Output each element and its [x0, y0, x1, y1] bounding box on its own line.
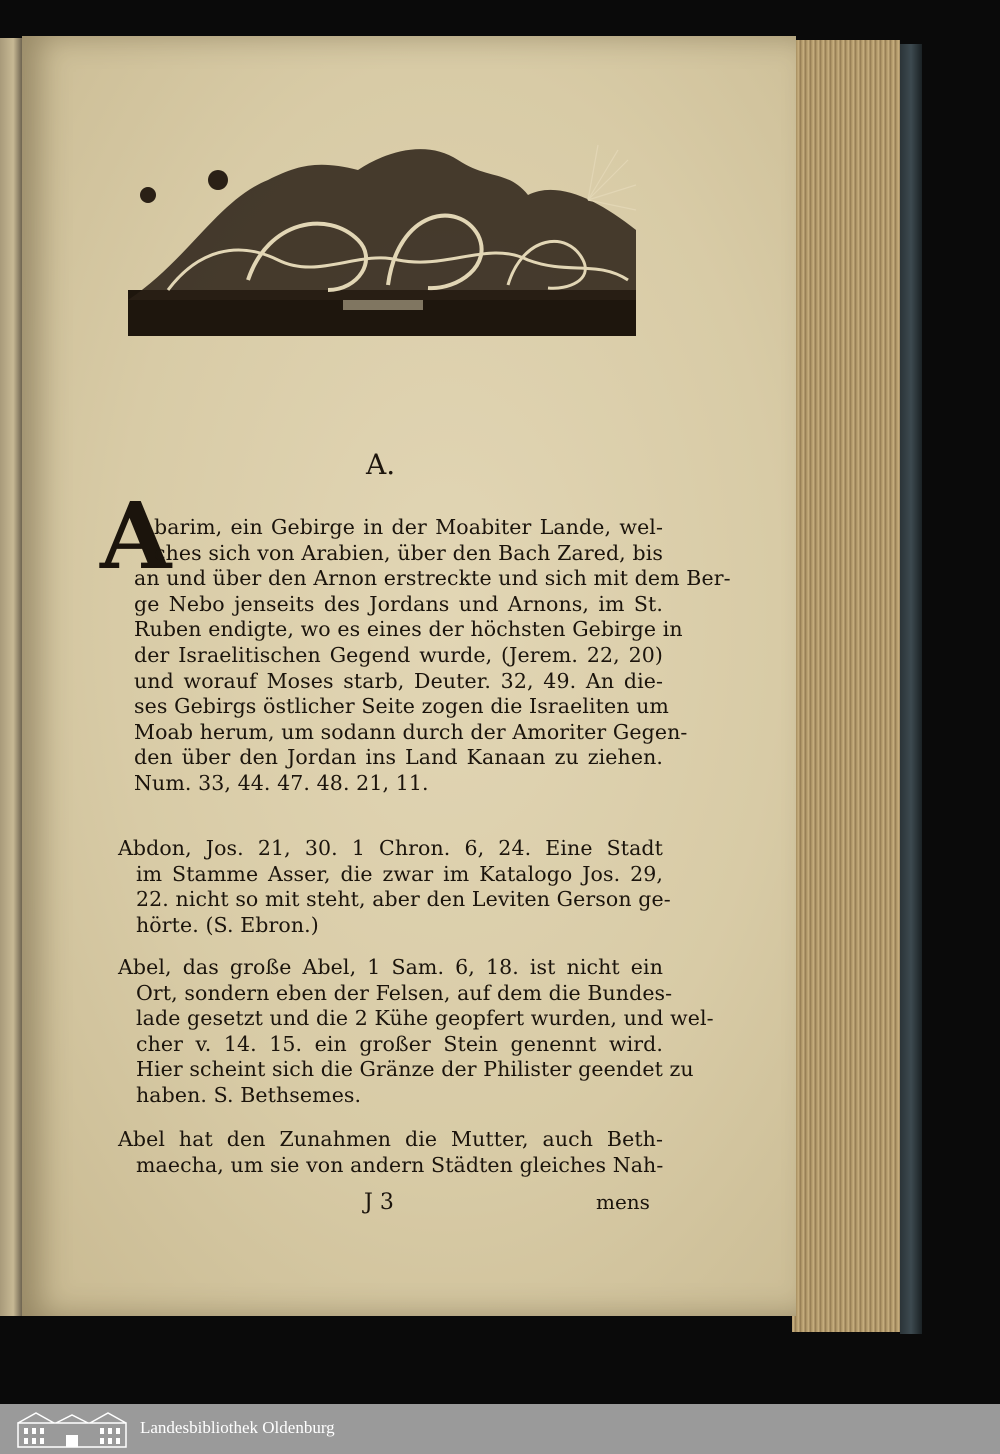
catchword: mens	[596, 1190, 650, 1214]
text-line: Abel hat den Zunahmen die Mutter, auch Beth-	[118, 1127, 663, 1151]
entry-abel-mutter	[118, 1127, 663, 1178]
text-line: Moab herum, um sodann durch der Amoriter Gegen-	[134, 719, 688, 744]
text-line: Abel, das große Abel, 1 Sam. 6, 18. ist nicht ein	[118, 955, 663, 979]
library-building-icon	[16, 1409, 128, 1449]
entry-abdon	[118, 836, 671, 938]
text-line: Ruben endigte, wo es eines der höchsten Gebirge in	[134, 617, 683, 642]
text-line: Ort, sondern eben der Felsen, auf dem die Bundes-	[136, 980, 673, 1005]
text-line: cher v. 14. 15. ein großer Stein genennt wird.	[136, 1031, 663, 1056]
drop-cap: A	[100, 482, 172, 590]
text-line: und worauf Moses starb, Deuter. 32, 49. An die-	[134, 668, 663, 693]
text-line: an und über den Arnon erstreckte und sich mit dem Ber-	[134, 566, 731, 591]
text-line: ge Nebo jenseits des Jordans und Arnons, im St.	[134, 591, 663, 616]
book-cover	[900, 44, 922, 1334]
page-edges	[792, 40, 900, 1332]
text-line: im Stamme Asser, die zwar im Katalogo Jos. 29,	[136, 861, 663, 886]
text-line: den über den Jordan ins Land Kanaan zu ziehen.	[134, 745, 663, 770]
library-name[interactable]: Landesbibliothek Oldenburg	[140, 1418, 335, 1437]
text-line: Hier scheint sich die Gränze der Philister geendet zu	[136, 1057, 694, 1082]
left-page-edge	[0, 38, 22, 1316]
section-letter: A.	[366, 448, 396, 481]
library-footer	[0, 1404, 1000, 1454]
text-line: Abdon, Jos. 21, 30. 1 Chron. 6, 24. Eine Stadt	[118, 836, 663, 860]
text-line: ses Gebirgs östlicher Seite zogen die Israeliten um	[134, 694, 669, 719]
signature-mark: J 3	[364, 1190, 394, 1215]
text-line: ches sich von Arabien, über den Bach Zared, bis	[154, 540, 663, 565]
text-line: 22. nicht so mit steht, aber den Leviten Gerson ge-	[136, 887, 671, 912]
woodcut-ornament	[128, 140, 636, 336]
text-line: Num. 33, 44. 47. 48. 21, 11.	[134, 770, 429, 795]
text-line: der Israelitischen Gegend wurde, (Jerem. 22, 20)	[134, 642, 663, 667]
text-line: hörte. (S. Ebron.)	[136, 912, 319, 937]
entry-abarim	[118, 515, 731, 797]
text-line: lade gesetzt und die 2 Kühe geopfert wurden, und wel-	[136, 1006, 714, 1031]
entry-abel	[118, 955, 714, 1109]
text-line: maecha, um sie von andern Städten gleiches Nah-	[136, 1152, 664, 1177]
text-line: barim, ein Gebirge in der Moabiter Lande, wel-	[154, 515, 663, 539]
text-line: haben. S. Bethsemes.	[136, 1082, 362, 1107]
